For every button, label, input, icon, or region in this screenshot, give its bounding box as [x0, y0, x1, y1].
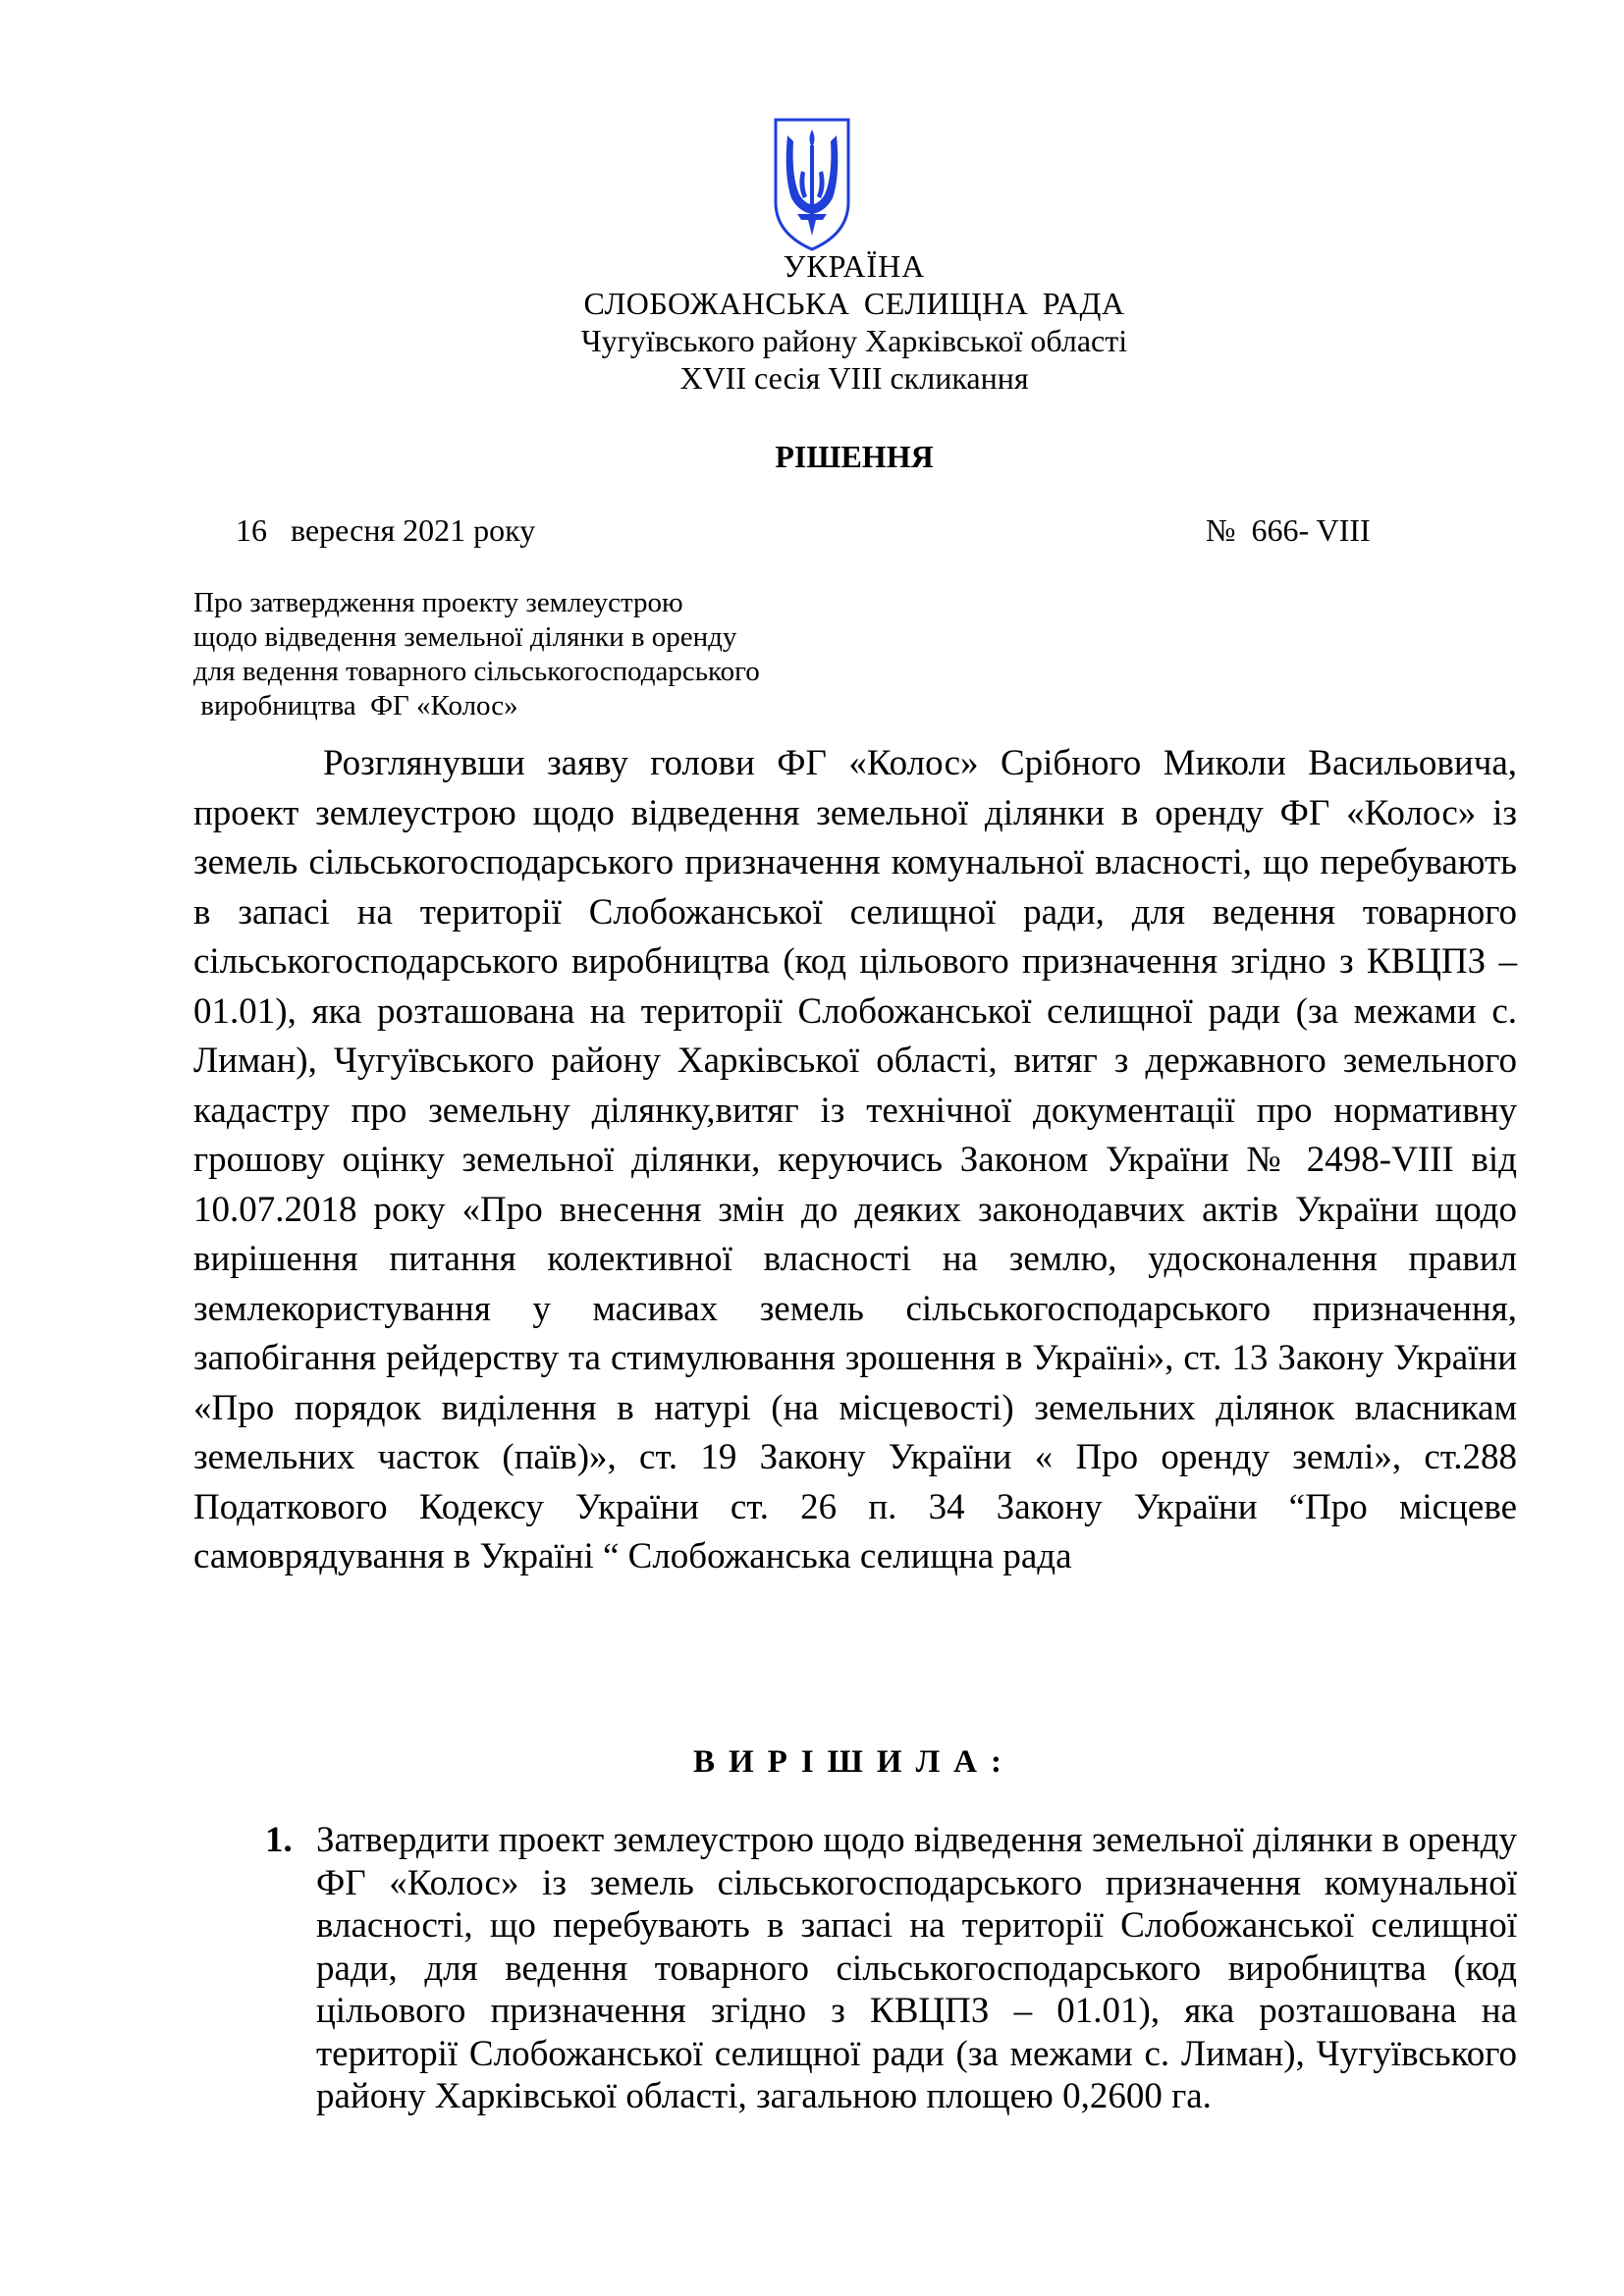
district-name: Чугуївського району Харківської області [580, 323, 1128, 358]
subject-line: Про затвердження проекту землеустрою [193, 587, 683, 618]
decision-items [265, 1819, 1517, 2118]
trident-coat-of-arms-icon [768, 116, 856, 253]
resolved-heading: ВИРІШИЛА: [693, 1744, 1015, 1780]
subject-line: для ведення товарного сільськогосподарського [193, 656, 760, 687]
subject-line: виробництва ФГ «Колос» [193, 690, 518, 721]
council-name: СЛОБОЖАНСЬКА СЕЛИЩНА РАДА [583, 286, 1125, 321]
decision-item-text: Затвердити проект землеустрою щодо відведення земельної ділянки в оренду ФГ «Колос» із земель сільськогосподарського призначення комунальної власності, що перебувають в запасі на території Слобожанської селищної ради, для ведення товарного сільськогосподарського виробництва (код цільового призначення згідно з КВЦПЗ – 01.01), яка розташована на території Слобожанської селищної ради (за межами с. Лиман), Чугуївського району Харківської області, загальною площею 0,2600 га. [316, 1820, 1517, 2116]
decision-number: № 666- VIII [1206, 512, 1371, 548]
issuer-header [0, 247, 1624, 397]
country-name: УКРАЇНА [783, 248, 926, 284]
decision-item [265, 1819, 1517, 2118]
document-title: РІШЕННЯ [775, 439, 934, 474]
session-name: XVII сесія VIII скликання [679, 360, 1029, 396]
decision-subject [193, 586, 881, 723]
decision-date: 16 вересня 2021 року [236, 512, 536, 548]
subject-line: щодо відведення земельної ділянки в оренду [193, 621, 737, 653]
preamble-paragraph: Розглянувши заяву голови ФГ «Колос» Срібного Миколи Васильовича, проект землеустрою щодо відведення земельної ділянки в оренду ФГ «Колос» із земель сільськогосподарського призначення комунальної власності, що перебувають в запасі на території Слобожанської селищної ради, для ведення товарного сільськогосподарського виробництва (код цільового призначення згідно з КВЦПЗ – 01.01), яка розташована на території Слобожанської селищної ради (за межами с. Лиман), Чугуївського району Харківської області, витяг з державного земельного кадастру про земельну ділянку,витяг із технічної документації про нормативну грошову оцінку земельної ділянки, керуючись Законом України № 2498-VIII від 10.07.2018 року «Про внесення змін до деяких законодавчих актів України щодо вирішення питання колективної власності на землю, удосконалення правил землекористування у масивах земель сільськогосподарського призначення, запобігання рейдерству та стимулювання зрошення в Україні», ст. 13 Закону України «Про порядок виділення в натурі (на місцевості) земельних ділянок власникам земельних часток (паїв)», ст. 19 Закону України « Про оренду землі», ст.288 Податкового Кодексу України ст. 26 п. 34 Закону України “Про місцеве самоврядування в Україні “ Слобожанська селищна рада [193, 743, 1517, 1576]
decision-item-number: 1. [265, 1820, 293, 1860]
